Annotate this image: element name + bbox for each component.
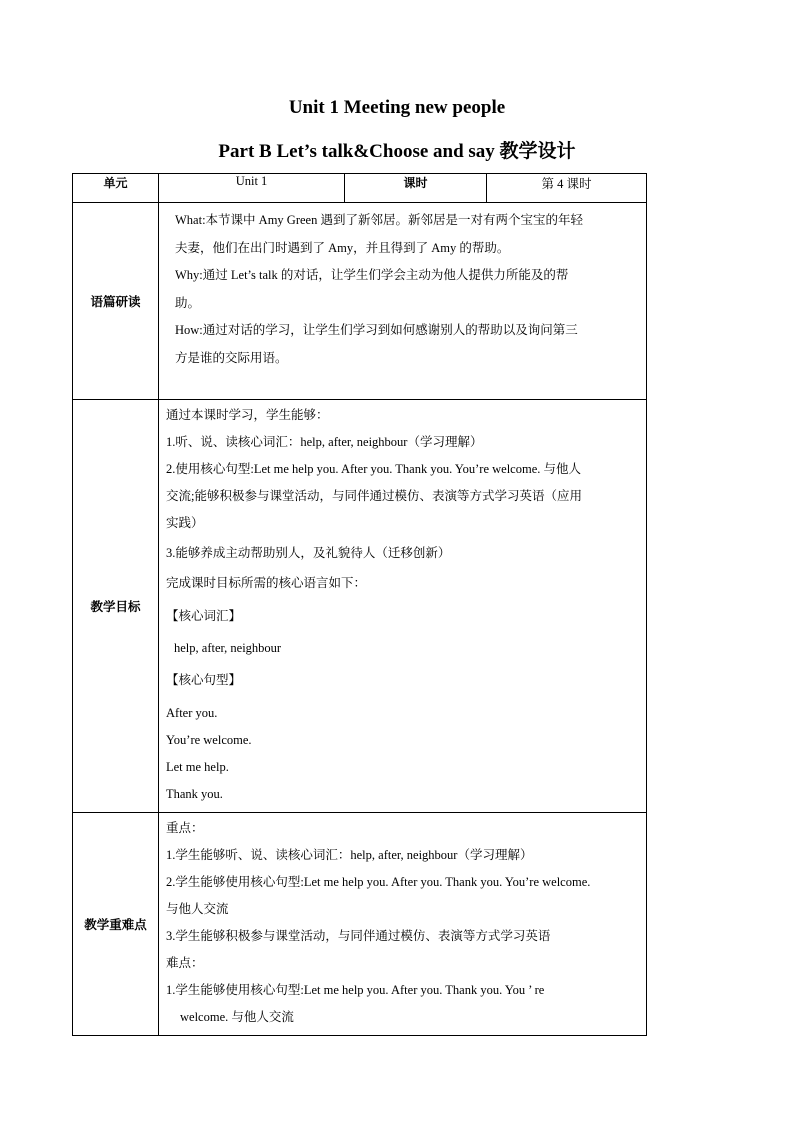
key-points-row xyxy=(73,813,647,1036)
core-sentence: After you. xyxy=(166,706,218,720)
text-analysis-content xyxy=(159,203,647,400)
core-sentence: Let me help. xyxy=(166,760,229,774)
core-sentence: You’re welcome. xyxy=(166,733,252,747)
key-point-line: 3.学生能够积极参与课堂活动，与同伴通过模仿、表演等方式学习英语 xyxy=(166,929,551,943)
objective-line: 实践） xyxy=(166,516,204,530)
core-vocabulary-heading: 【核心词汇】 xyxy=(166,609,242,623)
objective-line: 通过本课时学习，学生能够： xyxy=(166,408,329,422)
objectives-content xyxy=(159,400,647,813)
period-label: 课时 xyxy=(345,174,487,203)
document-subtitle: Part B Let’s talk&Choose and say 教学设计 xyxy=(218,141,576,162)
core-sentence: Thank you. xyxy=(166,787,223,801)
text-line: 助。 xyxy=(175,295,201,310)
lesson-plan-table xyxy=(72,173,647,1036)
text-analysis-label: 语篇研读 xyxy=(73,203,159,400)
objective-line: 2.使用核心句型:Let me help you. After you. Thank you. You’re welcome. 与他人 xyxy=(166,462,581,476)
objective-line: 完成课时目标所需的核心语言如下： xyxy=(166,576,367,590)
objectives-row xyxy=(73,400,647,813)
document-title: Unit 1 Meeting new people xyxy=(288,97,506,118)
objective-line: 3.能够养成主动帮助别人，及礼貌待人（迁移创新） xyxy=(166,546,451,560)
text-analysis-row xyxy=(73,203,647,400)
key-point-line: 1.学生能够使用核心句型:Let me help you. After you. Thank you. You ’ re xyxy=(166,983,545,997)
key-point-line: welcome. 与他人交流 xyxy=(180,1010,294,1024)
core-vocabulary: help, after, neighbour xyxy=(174,641,282,655)
key-point-line: 重点： xyxy=(166,821,204,835)
text-line: Why:通过 Let’s talk 的对话，让学生们学会主动为他人提供力所能及的帮 xyxy=(175,268,569,282)
text-line: 方是谁的交际用语。 xyxy=(175,350,288,365)
key-point-line: 2.学生能够使用核心句型:Let me help you. After you. Thank you. You’re welcome. xyxy=(166,875,591,889)
core-sentences-heading: 【核心句型】 xyxy=(166,673,242,687)
key-points-content xyxy=(159,813,647,1036)
key-point-line: 难点： xyxy=(166,956,204,970)
key-point-line: 1.学生能够听、说、读核心词汇：help, after, neighbour（学习理解） xyxy=(166,848,533,862)
objective-line: 交流;能够积极参与课堂活动，与同伴通过模仿、表演等方式学习英语（应用 xyxy=(166,489,582,503)
unit-label: 单元 xyxy=(73,174,159,203)
text-line: What:本节课中 Amy Green 遇到了新邻居。新邻居是一对有两个宝宝的年轻 xyxy=(175,213,583,227)
objectives-label: 教学目标 xyxy=(73,400,159,813)
unit-value: Unit 1 xyxy=(159,174,345,203)
text-line: How:通过对话的学习，让学生们学习到如何感谢别人的帮助以及询问第三 xyxy=(175,323,578,337)
key-point-line: 与他人交流 xyxy=(166,902,229,916)
text-line: 夫妻，他们在出门时遇到了 Amy，并且得到了 Amy 的帮助。 xyxy=(175,240,510,255)
header-row xyxy=(73,174,647,203)
period-value: 第 4 课时 xyxy=(487,174,647,203)
key-points-label: 教学重难点 xyxy=(73,813,159,1036)
objective-line: 1.听、说、读核心词汇：help, after, neighbour（学习理解） xyxy=(166,435,483,449)
